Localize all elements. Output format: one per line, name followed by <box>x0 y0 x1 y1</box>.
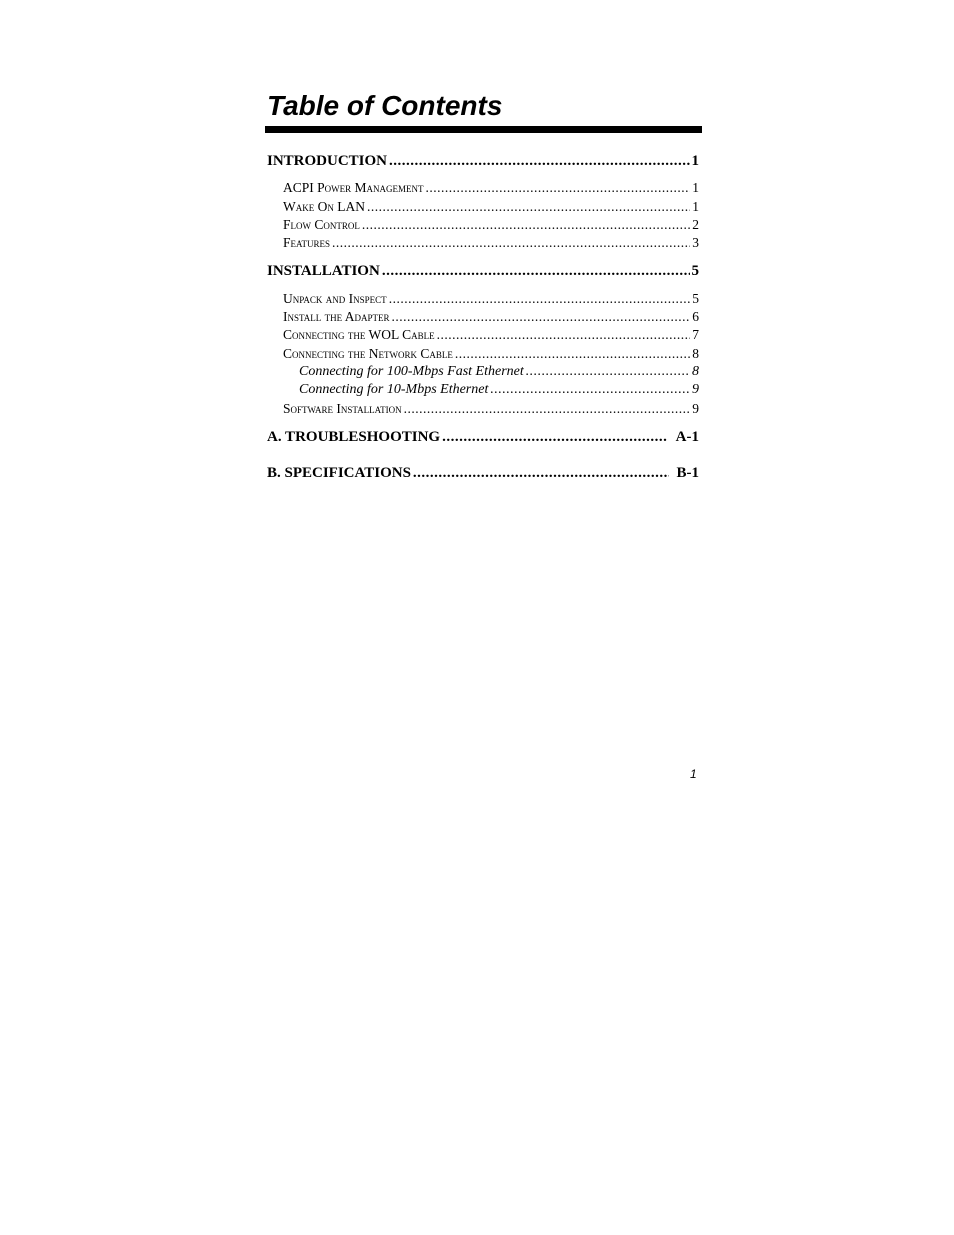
toc-page-number: B-1 <box>676 465 699 481</box>
toc-label: Connecting for 10-Mbps Ethernet <box>299 382 489 397</box>
toc-entry-fast-ethernet[interactable] <box>299 363 699 381</box>
toc-entry-introduction[interactable] <box>267 152 699 170</box>
toc-label: B. SPECIFICATIONS <box>267 465 411 481</box>
toc-entry-ethernet[interactable] <box>299 381 699 399</box>
title-rule <box>265 126 702 133</box>
toc-page-number: 5 <box>691 263 699 279</box>
toc-page-number: A-1 <box>675 429 699 445</box>
dot-leader <box>490 381 690 399</box>
toc-entry-features[interactable] <box>283 234 699 252</box>
toc-page-number: 5 <box>692 291 699 306</box>
toc-label: Install the Adapter <box>283 309 390 324</box>
dot-leader <box>426 179 691 197</box>
toc-label: Connecting for 100-Mbps Fast Ethernet <box>299 364 524 379</box>
dot-leader <box>392 308 691 326</box>
dot-leader <box>413 464 669 482</box>
toc-label: Features <box>283 235 331 250</box>
toc-label: A. TROUBLESHOOTING <box>267 429 441 445</box>
dot-leader <box>455 345 690 363</box>
toc-entry-install-adapter[interactable] <box>283 308 699 326</box>
toc-page-number: 1 <box>692 199 699 214</box>
toc-entry-flow-control[interactable] <box>283 216 699 234</box>
toc-label: Wake On LAN <box>283 199 365 214</box>
toc-entry-specifications[interactable] <box>267 464 699 482</box>
toc-entry-software[interactable] <box>283 400 699 418</box>
toc-page-number: 9 <box>692 401 699 416</box>
dot-leader <box>362 216 690 234</box>
toc-entry-wol-cable[interactable] <box>283 326 699 344</box>
toc-entry-troubleshooting[interactable] <box>267 428 699 446</box>
toc-entry-installation[interactable] <box>267 262 699 280</box>
dot-leader <box>437 326 691 344</box>
dot-leader <box>526 363 690 381</box>
toc-entry-unpack[interactable] <box>283 290 699 308</box>
toc-page-number: 1 <box>691 153 699 169</box>
toc-label: Connecting the WOL Cable <box>283 327 435 342</box>
dot-leader <box>389 152 689 170</box>
toc-page-number: 1 <box>692 180 699 195</box>
dot-leader <box>332 234 690 252</box>
page-title: Table of Contents <box>267 90 503 121</box>
toc-entry-network-cable[interactable] <box>283 345 699 363</box>
toc-label: Flow Control <box>283 217 360 232</box>
dot-leader <box>367 198 690 216</box>
dot-leader <box>382 262 690 280</box>
page-number: 1 <box>690 767 697 781</box>
toc-label: ACPI Power Management <box>283 180 424 195</box>
toc-page-number: 9 <box>692 382 699 397</box>
toc-label: Unpack and Inspect <box>283 291 387 306</box>
toc-label: Connecting the Network Cable <box>283 346 453 361</box>
toc-entry-acpi[interactable] <box>283 179 699 197</box>
toc-label: INSTALLATION <box>267 263 380 279</box>
toc-entry-wol[interactable] <box>283 198 699 216</box>
toc-page-number: 2 <box>692 217 699 232</box>
toc-page-number: 7 <box>692 327 699 342</box>
toc-label: Software Installation <box>283 401 402 416</box>
toc-label: INTRODUCTION <box>267 153 388 169</box>
toc-page-number: 8 <box>692 346 699 361</box>
toc-page-number: 3 <box>692 235 699 250</box>
dot-leader <box>404 400 691 418</box>
dot-leader <box>389 290 691 308</box>
toc-page-number: 6 <box>692 309 699 324</box>
dot-leader <box>442 428 668 446</box>
toc-page-number: 8 <box>692 364 699 379</box>
